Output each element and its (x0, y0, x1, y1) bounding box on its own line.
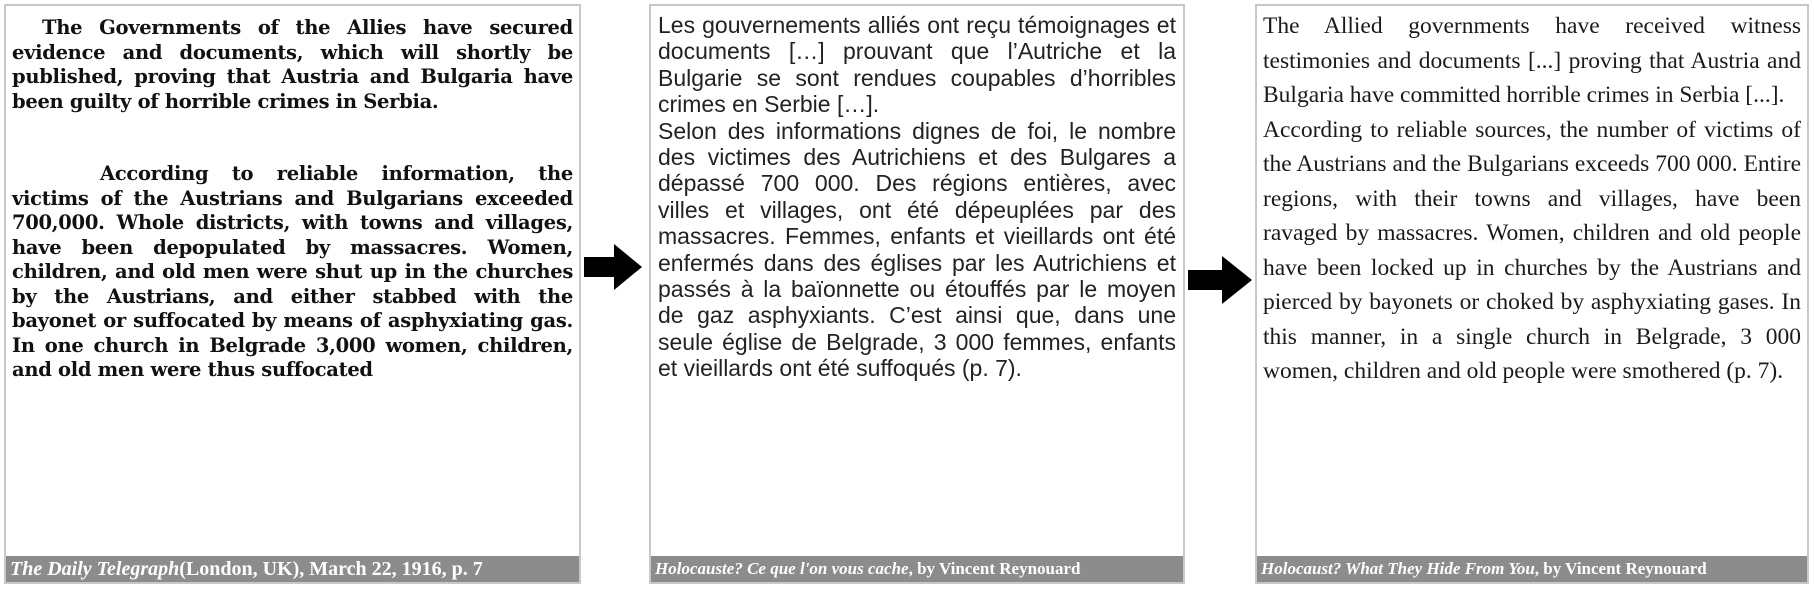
english-text (1257, 6, 1807, 554)
arrow-right-icon (1188, 256, 1252, 304)
french-translation-panel (649, 4, 1185, 584)
french-text (651, 6, 1183, 554)
french-caption-rest: , by Vincent Reynouard (908, 559, 1081, 578)
newspaper-paragraph-2: According to reliable information, the victims of the Austrians and Bulgarians exceeded 700,000. Whole districts, with towns and villages, have been depopulated by massacres. Women, children, and old men were shut up in the churches by the Austrians, and either stabbed with the bayonet or suffocated by means of asphyxiating gas. In one church in Belgrade 3,000 women, children, and old men were thus suffocated (12, 162, 573, 381)
english-caption-title: Holocaust? What They Hide From You (1261, 559, 1535, 578)
english-paragraph-1: The Allied governments have received witness testimonies and documents [...] proving that Austria and Bulgaria have committed horrible crimes in Serbia [...]. (1263, 13, 1801, 108)
english-caption (1257, 556, 1807, 582)
english-translation-panel (1255, 4, 1809, 584)
french-caption (651, 556, 1183, 582)
newspaper-caption-rest: (London, UK), March 22, 1916, p. 7 (179, 557, 483, 580)
newspaper-clipping-panel (4, 4, 581, 584)
french-paragraph-1: Les gouvernements alliés ont reçu témoignages et documents […] prouvant que l’Autriche et la Bulgarie se sont rendues coupables d’horribles crimes en Serbie […]. (658, 12, 1176, 118)
french-caption-title: Holocauste? Ce que l'on vous cache (655, 559, 909, 578)
newspaper-paragraph-1: The Governments of the Allies have secured evidence and documents, which will shortly be published, proving that Austria and Bulgaria have been guilty of horrible crimes in Serbia. (12, 16, 573, 113)
newspaper-scan-text (6, 6, 579, 554)
french-paragraph-2: Selon des informations dignes de foi, le nombre des victimes des Autrichiens et des Bulgares a dépassé 700 000. Des régions entières, avec villes et villages, ont été dépeuplées par des massacres. Femmes, enfants et vieillards ont été enfermés dans des églises par les Autrichiens et passés à la baïonnette ou étouffés par le moyen de gaz asphyxiants. C’est ainsi que, dans une seule église de Belgrade, 3 000 femmes, enfants et vieillards ont été suffoqués (p. 7). (658, 117, 1176, 382)
newspaper-caption (6, 556, 579, 582)
arrow-right-icon (584, 244, 642, 290)
newspaper-caption-title: The Daily Telegraph (10, 557, 180, 580)
english-paragraph-2: According to reliable sources, the number of victims of the Austrians and the Bulgarians exceeds 700 000. Entire regions, with their towns and villages, have been ravaged by massacres. Women, children and old people have been locked up in churches by the Austrians and pierced by bayonets or choked by asphyxiating gases. In this manner, in a single church in Belgrade, 3 000 women, children and old people were smothered (p. 7). (1263, 116, 1801, 384)
english-caption-rest: , by Vincent Reynouard (1534, 559, 1707, 578)
